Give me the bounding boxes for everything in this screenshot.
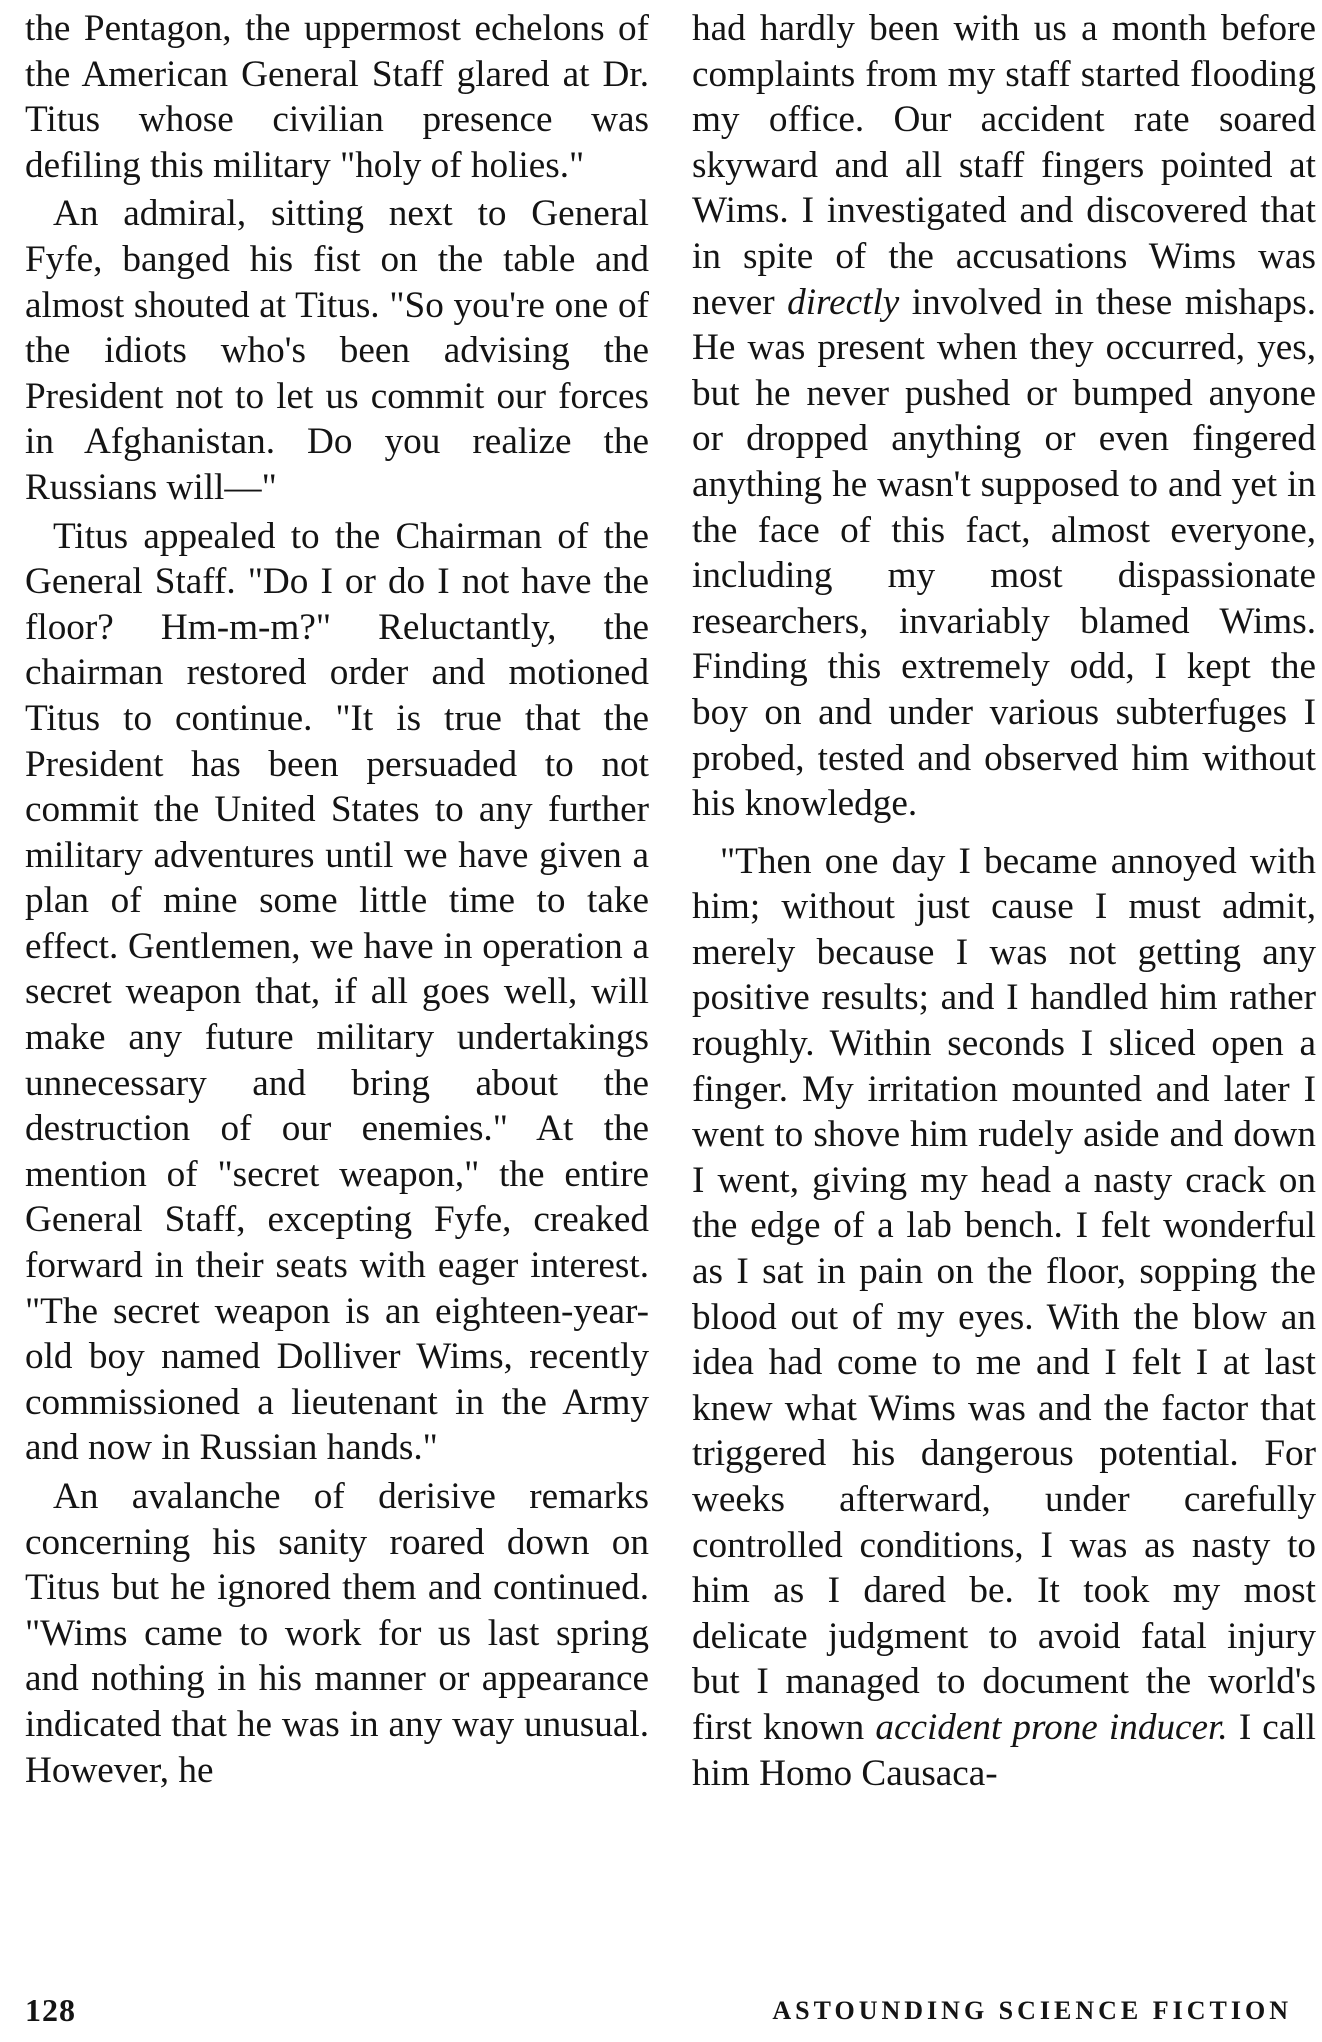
right-paragraph-1 (692, 6, 1316, 827)
right-p1-text-b: involved in these mishaps. He was present when they occurred, yes, but he never pushed or bumped anyone or dropped anything or even fingered anything he wasn't supposed to and yet in the face of this fact, almost everyone, including my most dispassionate researchers, invariably blamed Wims. Finding this extremely odd, I kept the boy on and under various subterfuges I probed, tested and observed him without his knowledge. (692, 281, 1316, 825)
right-p2-text-a: "Then one day I became annoyed with him; without just cause I must admit, merely because I was not getting any positive results; and I handled him rather roughly. Within seconds I sliced open a finger. My irritation mounted and later I went to shove him rudely aside and down I went, giving my head a nasty crack on the edge of a lab bench. I felt wonderful as I sat in pain on the floor, sopping the blood out of my eyes. With the blow an idea had come to me and I felt I at last knew what Wims was and the factor that triggered his dangerous potential. For weeks afterward, under carefully controlled conditions, I was as nasty to him as I dared be. It took my most delicate judgment to avoid fatal injury but I managed to document the world's first known (692, 840, 1316, 1748)
left-paragraph-1: the Pentagon, the uppermost echelons of the American General Staff glared at Dr. Titus whose civilian presence was defiling this military "holy of holies." (25, 8, 649, 186)
right-paragraph-2 (692, 839, 1316, 1796)
left-paragraph-2: An admiral, sitting next to General Fyfe, banged his fist on the table and almost shouted at Titus. "So you're one of the idiots who's been advising the President not to let us commit our forces in Afghanistan. Do you realize the Russians will—" (25, 193, 649, 508)
running-title: ASTOUNDING SCIENCE FICTION (772, 1996, 1292, 2025)
right-p2-emphasis: accident prone inducer. (875, 1706, 1228, 1748)
right-column (692, 6, 1316, 1796)
right-p1-emphasis: directly (787, 281, 900, 323)
page-number: 128 (25, 1992, 76, 2028)
right-p2-text-b: I call him Homo Causaca- (692, 1706, 1316, 1794)
left-paragraph-4: An avalanche of derisive remarks concerning his sanity roared down on Titus but he ignored them and continued. "Wims came to work for us last spring and nothing in his manner or appearance indicated that he was in any way unusual. However, he (25, 1476, 649, 1791)
right-p1-text-a: had hardly been with us a month before complaints from my staff started flooding my office. Our accident rate soared skyward and all staff fingers pointed at Wims. I investigated and discovered that in spite of the accusations Wims was never (692, 8, 1316, 323)
left-column (25, 6, 649, 1793)
page-footer (25, 1992, 1292, 2032)
left-paragraph-3: Titus appealed to the Chairman of the General Staff. "Do I or do I not have the floor? Hm-m-m?" Reluctantly, the chairman restored order and motioned Titus to continue. "It is true that the President has been persuaded to not commit the United States to any further military adventures until we have given a plan of mine some little time to take effect. Gentlemen, we have in operation a secret weapon that, if all goes well, will make any future military undertakings unnecessary and bring about the destruction of our enemies." At the mention of "secret weapon," the entire General Staff, excepting Fyfe, creaked forward in their seats with eager interest. "The secret weapon is an eighteen-year-old boy named Dolliver Wims, recently commissioned a lieutenant in the Army and now in Russian hands." (25, 515, 649, 1469)
